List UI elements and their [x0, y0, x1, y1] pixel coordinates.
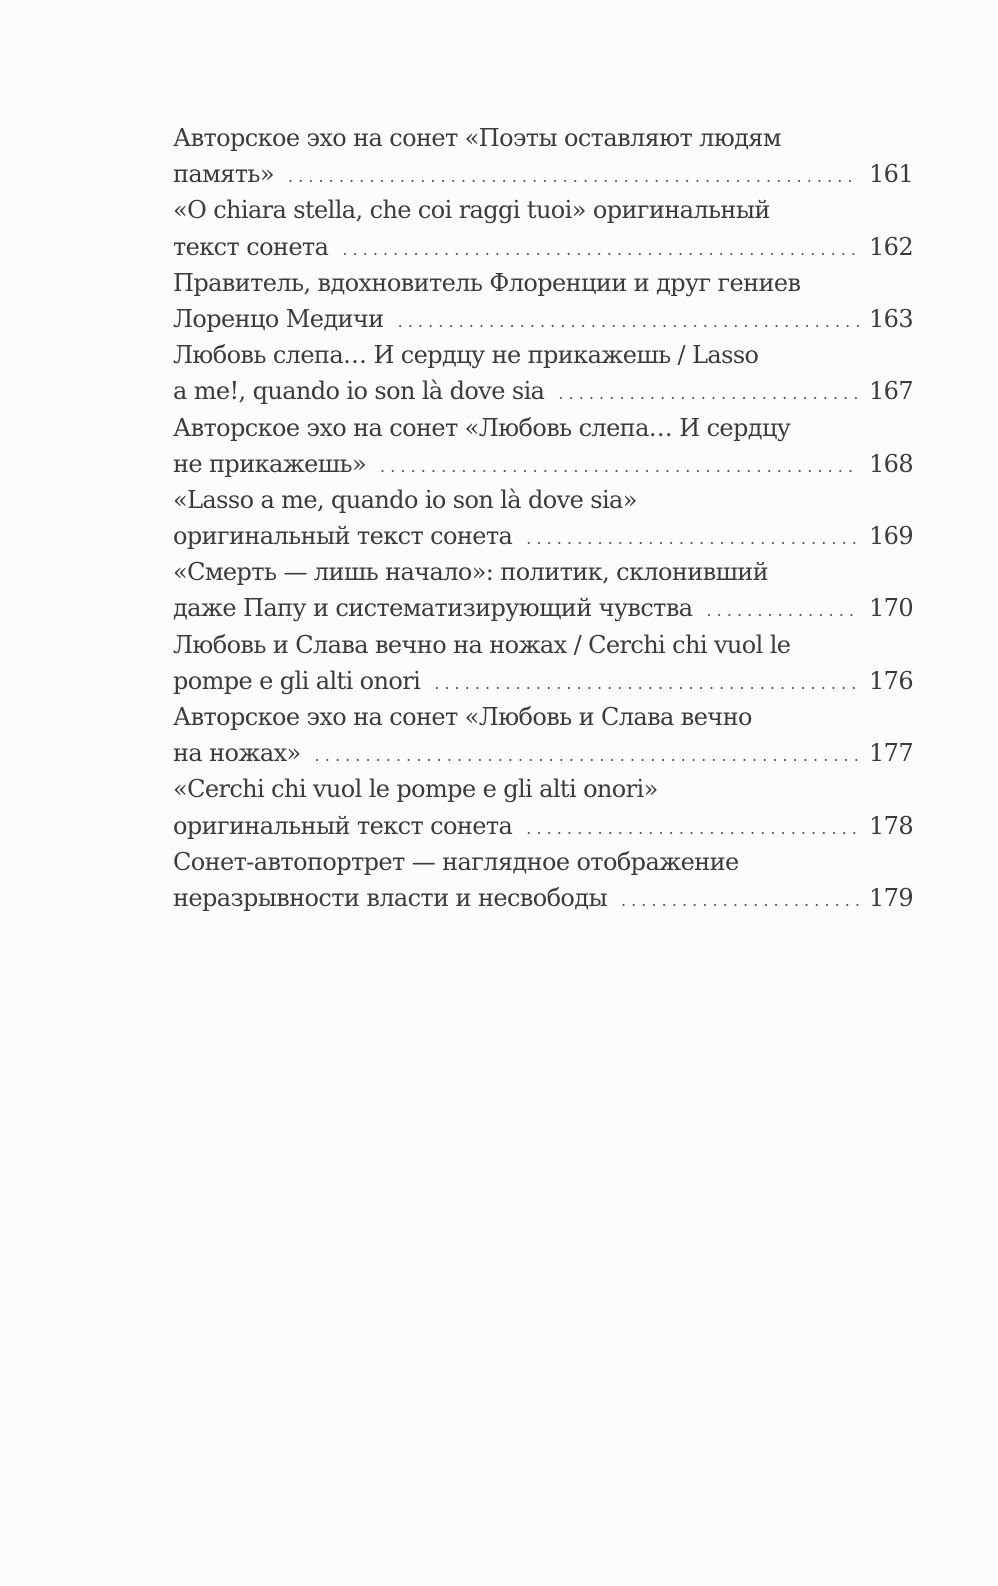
page-number: 167 — [868, 377, 913, 406]
toc-entry — [173, 265, 913, 337]
toc-entry-title-line2: память» — [173, 160, 274, 189]
page-number: 169 — [868, 522, 913, 551]
page-number: 177 — [868, 739, 913, 768]
toc-entry — [173, 410, 913, 482]
toc-entry-title-line2: оригинальный текст сонета — [173, 811, 513, 840]
toc-entry-title-line1: «Lasso a me, quando io son là dove sia» — [173, 485, 637, 514]
dot-leader — [342, 232, 859, 268]
toc-entry-title-line1: «Cerchi chi vuol le pompe e gli alti onori» — [173, 775, 658, 804]
page-number: 162 — [868, 232, 913, 261]
dot-leader — [434, 666, 859, 702]
toc-entry — [173, 627, 913, 699]
toc-entry — [173, 699, 913, 771]
toc-entry-title-line1: Сонет-автопортрет — наглядное отображение — [173, 847, 739, 876]
dot-leader — [621, 883, 859, 919]
toc-entry-title-line1: Авторское эхо на сонет «Поэты оставляют людям — [173, 124, 781, 152]
page-number: 168 — [868, 449, 913, 478]
toc-entry-title-line2: Лоренцо Медичи — [173, 304, 384, 333]
toc-entry — [173, 120, 913, 192]
page-number: 176 — [868, 666, 913, 695]
toc-entry — [173, 192, 913, 264]
toc-entry — [173, 337, 913, 409]
toc-entry-title-line1: «Смерть — лишь начало»: политик, склонивший — [173, 558, 769, 587]
toc-entry-title-line2: текст сонета — [173, 232, 329, 261]
page-number: 161 — [868, 160, 913, 189]
dot-leader — [380, 449, 859, 485]
dot-leader — [398, 304, 859, 340]
dot-leader — [558, 376, 859, 412]
dot-leader — [526, 521, 859, 557]
toc-entry-title-line2: не прикажешь» — [173, 449, 367, 478]
toc-entry — [173, 482, 913, 554]
table-of-contents — [173, 120, 913, 916]
toc-entry-title-line2: неразрывности власти и несвободы — [173, 883, 607, 912]
dot-leader — [315, 738, 859, 774]
page-number: 170 — [868, 594, 913, 623]
toc-entry-title-line2: оригинальный текст сонета — [173, 522, 513, 551]
toc-entry-title-line1: Авторское эхо на сонет «Любовь и Слава вечно — [173, 703, 752, 731]
toc-entry-title-line1: Правитель, вдохновитель Флоренции и друг гениев — [173, 268, 801, 297]
toc-entry-title-line2: a me!, quando io son là dove sia — [173, 377, 545, 406]
page-number: 179 — [868, 883, 913, 912]
dot-leader — [288, 159, 859, 195]
toc-entry-title-line1: «O chiara stella, che coi raggi tuoi» оригинальный — [173, 196, 770, 225]
page-number: 163 — [868, 304, 913, 333]
dot-leader — [526, 811, 859, 847]
dot-leader — [706, 593, 859, 629]
toc-entry-title-line2: на ножах» — [173, 739, 301, 768]
toc-entry-title-line1: Любовь слепа… И сердцу не прикажешь / Lasso — [173, 341, 759, 370]
page-number: 178 — [868, 811, 913, 840]
toc-entry — [173, 554, 913, 626]
toc-entry — [173, 844, 913, 916]
toc-entry-title-line2: даже Папу и систематизирующий чувства — [173, 594, 693, 623]
toc-entry-title-line1: Авторское эхо на сонет «Любовь слепа… И сердцу — [173, 413, 791, 442]
toc-entry — [173, 771, 913, 843]
toc-entry-title-line2: pompe e gli alti onori — [173, 666, 421, 695]
toc-entry-title-line1: Любовь и Слава вечно на ножах / Cerchi chi vuol le — [173, 630, 791, 659]
